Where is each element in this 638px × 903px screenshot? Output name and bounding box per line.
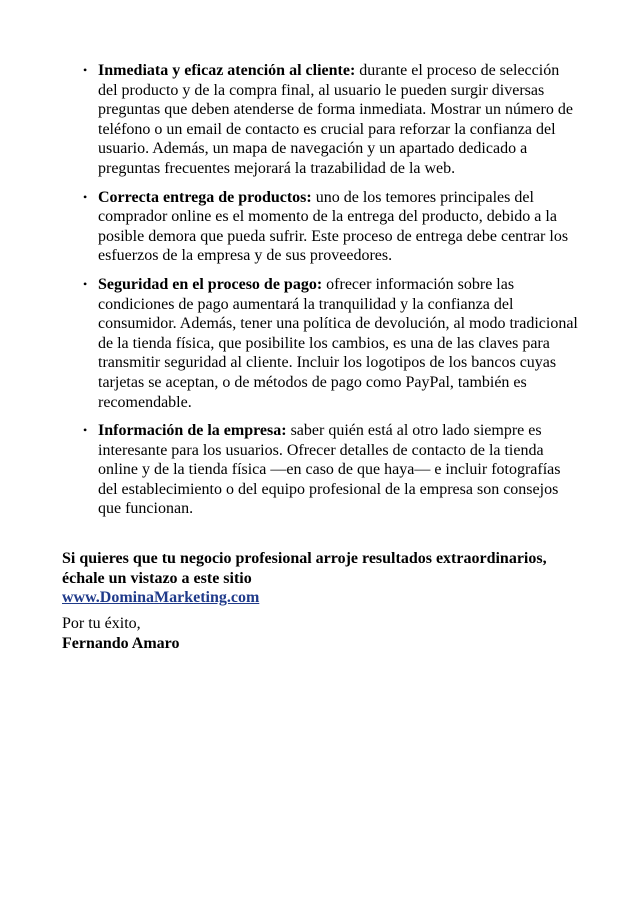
bullet-text: durante el proceso de selección del producto y de la compra final, al usuario le pueden surgir diversas preguntas que deben atenderse de forma inmediata. Mostrar un número de teléfono o un email de contacto es crucial para reforzar la confianza del usuario. Además, un mapa de navegación y un apartado dedicado a preguntas frecuentes mejorará la trazabilidad de la web. (98, 62, 573, 177)
bullet-icon: • (83, 63, 88, 77)
list-item (0, 61, 638, 179)
bullet-lead: Correcta entrega de productos: (98, 188, 312, 206)
bullet-icon: • (83, 423, 88, 438)
closing-text: Si quieres que tu negocio profesional arroje resultados extraordinarios, échale un vistazo a este sitio (62, 550, 547, 587)
list-item (0, 275, 638, 412)
author-name: Fernando Amaro (62, 634, 180, 652)
bullet-icon: • (83, 189, 88, 204)
signoff-line: Por tu éxito, (62, 615, 141, 632)
bullet-icon: • (83, 276, 88, 291)
list-item (0, 421, 638, 519)
bullet-lead: Inmediata y eficaz atención al cliente: (98, 62, 356, 79)
closing-paragraph (62, 549, 582, 608)
bullet-list (0, 61, 638, 528)
bullet-text: saber quién está al otro lado siempre es interesante para los usuarios. Ofrecer detalles de contacto de la tienda online y de la tienda física —en caso de que haya— e incluir fotografías del establecimiento o del equipo profesional de la empresa son consejos que funcionan. (98, 422, 561, 518)
list-item (0, 188, 638, 266)
website-link[interactable]: www.DominaMarketing.com (62, 589, 260, 607)
bullet-lead: Seguridad en el proceso de pago: (98, 275, 323, 293)
bullet-text: uno de los temores principales del comprador online es el momento de la entrega del producto, debido a la posible demora que pueda sufrir. Este proceso de entrega debe centrar los esfuerzos de la empresa y de sus proveedores. (98, 188, 569, 265)
bullet-text: ofrecer información sobre las condiciones de pago aumentará la tranquilidad y la confianza del consumidor. Además, tener una política de devolución, al modo tradicional de la tienda física, que posibilite los cambios, es una de las claves para transmitir seguridad al cliente. Incluir los logotipos de los bancos cuyas tarjetas se aceptan, o de métodos de pago como PayPal, también es recomendable. (98, 275, 578, 411)
signoff (62, 614, 582, 653)
bullet-lead: Información de la empresa: (98, 422, 287, 440)
